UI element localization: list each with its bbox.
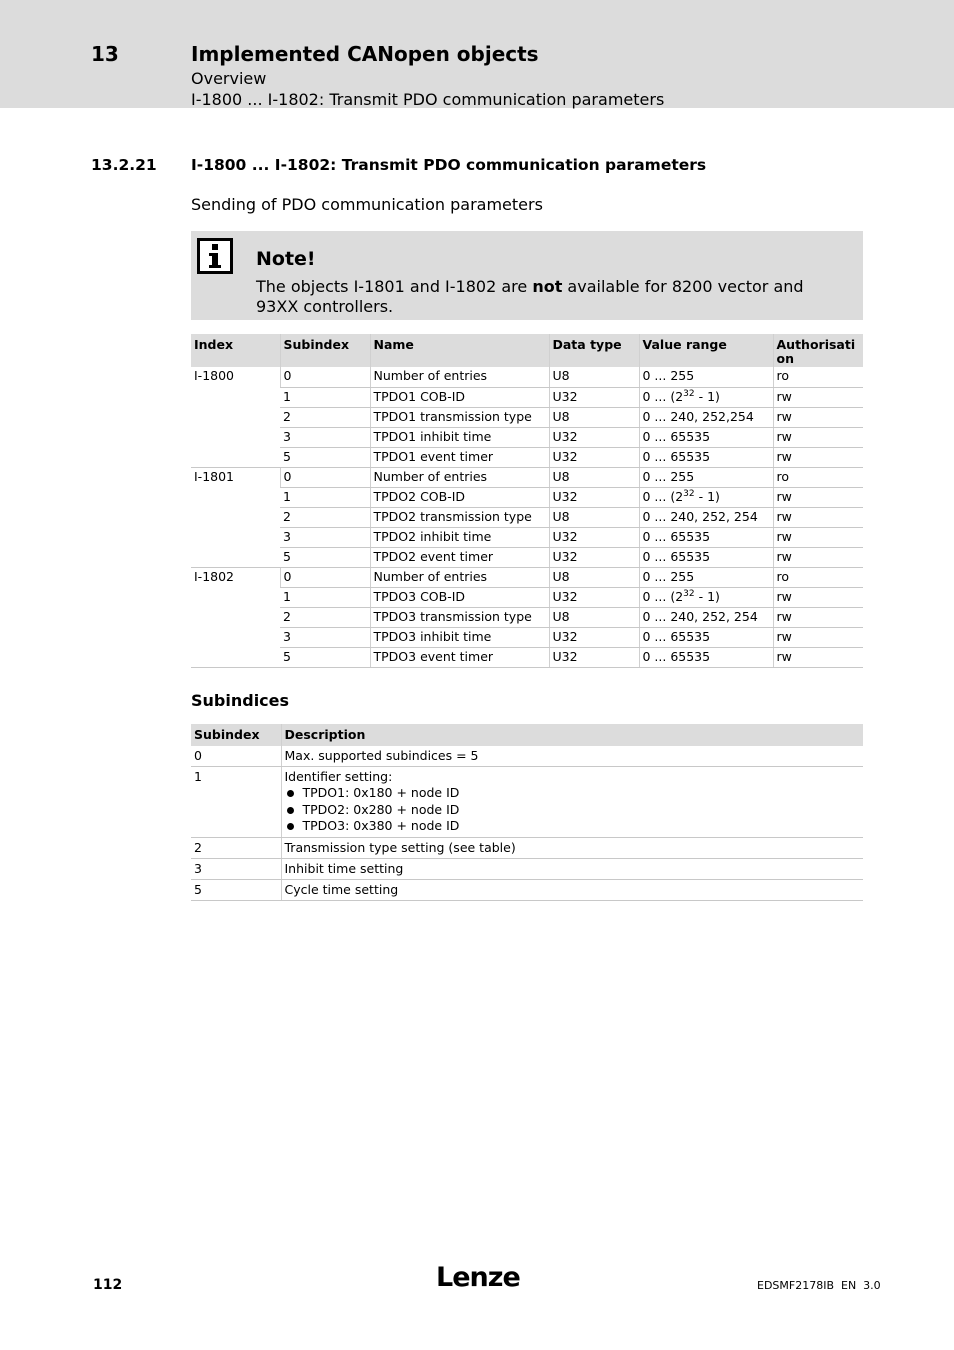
cell-name: TPDO3 event timer — [370, 647, 549, 667]
col-header-value-range: Value range — [639, 334, 773, 367]
cell-subindex: 2 — [280, 507, 370, 527]
lenze-logo: Lenze — [436, 1262, 520, 1293]
list-item: TPDO3: 0x380 + node ID — [285, 818, 861, 835]
cell-subindex: 5 — [280, 547, 370, 567]
section-number: 13.2.21 — [91, 156, 157, 174]
list-item: TPDO2: 0x280 + node ID — [285, 802, 861, 819]
page-header — [0, 0, 954, 108]
cell-value-range — [639, 487, 773, 507]
cell-name: Number of entries — [370, 567, 549, 587]
cell-name: TPDO1 inhibit time — [370, 427, 549, 447]
table-row — [191, 879, 863, 900]
info-icon — [197, 238, 233, 274]
table-row — [191, 746, 863, 767]
cell-authorisation: rw — [773, 587, 863, 607]
cell-authorisation: ro — [773, 567, 863, 587]
col-header-authorisation: Authorisation — [773, 334, 863, 367]
cell-subindex: 5 — [280, 647, 370, 667]
cell-name: TPDO3 inhibit time — [370, 627, 549, 647]
section-intro: Sending of PDO communication parameters — [191, 195, 543, 214]
cell-data-type: U32 — [549, 387, 639, 407]
cell-data-type: U32 — [549, 647, 639, 667]
cell-data-type: U8 — [549, 607, 639, 627]
cell-subindex: 0 — [191, 746, 281, 767]
range-exponent: 32 — [683, 488, 695, 499]
table-row — [191, 467, 863, 487]
cell-index: I-1802 — [191, 567, 280, 667]
chapter-title: Implemented CANopen objects — [191, 42, 539, 66]
tpdo-params-table — [191, 334, 863, 668]
table-row — [191, 487, 863, 507]
cell-name: TPDO1 COB-ID — [370, 387, 549, 407]
header-subtitle-overview: Overview — [191, 69, 267, 88]
range-prefix: 0 ... (2 — [642, 488, 684, 504]
range-exponent: 32 — [683, 588, 695, 599]
cell-authorisation: rw — [773, 547, 863, 567]
cell-subindex: 2 — [280, 407, 370, 427]
cell-authorisation: ro — [773, 367, 863, 387]
cell-subindex: 1 — [280, 587, 370, 607]
range-exponent: 32 — [683, 388, 695, 399]
col-header-data-type: Data type — [549, 334, 639, 367]
description-text: Identifier setting: — [284, 769, 393, 784]
range-prefix: 0 ... (2 — [642, 588, 684, 604]
range-suffix: - 1) — [694, 588, 720, 604]
range-suffix: - 1) — [694, 488, 720, 504]
cell-subindex: 1 — [280, 387, 370, 407]
section-title: I-1800 ... I-1802: Transmit PDO communication parameters — [191, 156, 707, 174]
cell-authorisation: rw — [773, 487, 863, 507]
col-header-index: Index — [191, 334, 280, 367]
cell-name: TPDO1 event timer — [370, 447, 549, 467]
cell-value-range: 0 ... 240, 252, 254 — [639, 507, 773, 527]
cell-authorisation: rw — [773, 407, 863, 427]
cell-subindex: 0 — [280, 567, 370, 587]
col-header-subindex: Subindex — [280, 334, 370, 367]
cell-data-type: U32 — [549, 427, 639, 447]
cell-subindex: 2 — [191, 837, 281, 858]
cell-subindex: 5 — [191, 879, 281, 900]
table-row — [191, 587, 863, 607]
page-number: 112 — [93, 1277, 123, 1293]
cell-data-type: U32 — [549, 587, 639, 607]
cell-subindex: 1 — [191, 767, 281, 838]
description-text: Max. supported subindices = 5 — [284, 748, 479, 763]
table-row — [191, 387, 863, 407]
cell-subindex: 3 — [280, 527, 370, 547]
cell-data-type: U32 — [549, 627, 639, 647]
cell-authorisation: rw — [773, 647, 863, 667]
cell-data-type: U8 — [549, 467, 639, 487]
cell-value-range: 0 ... 65535 — [639, 527, 773, 547]
cell-name: TPDO3 transmission type — [370, 607, 549, 627]
subindices-table — [191, 724, 863, 901]
cell-subindex: 3 — [280, 627, 370, 647]
cell-value-range — [639, 387, 773, 407]
cell-authorisation: rw — [773, 627, 863, 647]
cell-name: TPDO3 COB-ID — [370, 587, 549, 607]
cell-value-range: 0 ... 65535 — [639, 427, 773, 447]
cell-value-range: 0 ... 240, 252,254 — [639, 407, 773, 427]
cell-name: Number of entries — [370, 467, 549, 487]
table-row — [191, 527, 863, 547]
cell-subindex: 0 — [280, 367, 370, 387]
table-row — [191, 607, 863, 627]
cell-name: TPDO1 transmission type — [370, 407, 549, 427]
table-header-row — [191, 334, 863, 367]
cell-data-type: U8 — [549, 507, 639, 527]
table-row — [191, 858, 863, 879]
cell-data-type: U32 — [549, 447, 639, 467]
cell-value-range: 0 ... 255 — [639, 367, 773, 387]
list-item: TPDO1: 0x180 + node ID — [285, 785, 861, 802]
cell-subindex: 0 — [280, 467, 370, 487]
description-text: Transmission type setting (see table) — [284, 839, 516, 855]
cell-index: I-1800 — [191, 367, 280, 467]
table-row — [191, 367, 863, 387]
cell-value-range: 0 ... 240, 252, 254 — [639, 607, 773, 627]
cell-data-type: U8 — [549, 567, 639, 587]
table-row — [191, 837, 863, 858]
header-subtitle-topic: I-1800 ... I-1802: Transmit PDO communication parameters — [191, 90, 665, 109]
cell-subindex: 1 — [280, 487, 370, 507]
cell-name: TPDO2 event timer — [370, 547, 549, 567]
cell-name: TPDO2 COB-ID — [370, 487, 549, 507]
range-prefix: 0 ... (2 — [642, 388, 684, 404]
bullet-list — [285, 785, 861, 835]
cell-value-range — [639, 587, 773, 607]
note-title: Note! — [256, 248, 316, 270]
table-row — [191, 547, 863, 567]
col-header-description: Description — [281, 724, 863, 746]
cell-subindex: 3 — [191, 858, 281, 879]
description-text: Cycle time setting — [284, 881, 399, 897]
cell-authorisation: rw — [773, 507, 863, 527]
table-row — [191, 407, 863, 427]
cell-data-type: U32 — [549, 547, 639, 567]
cell-index: I-1801 — [191, 467, 280, 567]
cell-description — [281, 767, 863, 838]
cell-description — [281, 858, 863, 879]
cell-name: Number of entries — [370, 367, 549, 387]
note-box — [191, 231, 863, 320]
cell-name: TPDO2 transmission type — [370, 507, 549, 527]
cell-authorisation: rw — [773, 527, 863, 547]
cell-name: TPDO2 inhibit time — [370, 527, 549, 547]
cell-value-range: 0 ... 255 — [639, 467, 773, 487]
cell-value-range: 0 ... 65535 — [639, 627, 773, 647]
cell-value-range: 0 ... 255 — [639, 567, 773, 587]
cell-description — [281, 837, 863, 858]
subindices-heading: Subindices — [191, 691, 290, 710]
note-text: The objects I-1801 and I-1802 are not available for 8200 vector and 93XX controllers. — [256, 277, 804, 316]
cell-value-range: 0 ... 65535 — [639, 447, 773, 467]
cell-authorisation: rw — [773, 447, 863, 467]
cell-data-type: U32 — [549, 527, 639, 547]
cell-description — [281, 746, 863, 767]
document-id: EDSMF2178IB EN 3.0 — [757, 1279, 881, 1292]
col-header-subindex: Subindex — [191, 724, 281, 746]
cell-data-type: U8 — [549, 407, 639, 427]
cell-authorisation: rw — [773, 607, 863, 627]
cell-data-type: U8 — [549, 367, 639, 387]
cell-value-range: 0 ... 65535 — [639, 547, 773, 567]
table-row — [191, 507, 863, 527]
description-text: Inhibit time setting — [284, 860, 404, 876]
chapter-number: 13 — [91, 42, 119, 66]
table-row — [191, 427, 863, 447]
cell-data-type: U32 — [549, 487, 639, 507]
table-row — [191, 447, 863, 467]
range-suffix: - 1) — [694, 388, 720, 404]
cell-subindex: 3 — [280, 427, 370, 447]
table-row — [191, 627, 863, 647]
table-row — [191, 567, 863, 587]
cell-subindex: 2 — [280, 607, 370, 627]
cell-description — [281, 879, 863, 900]
cell-authorisation: rw — [773, 387, 863, 407]
table-row — [191, 767, 863, 838]
cell-authorisation: rw — [773, 427, 863, 447]
table-row — [191, 647, 863, 667]
cell-subindex: 5 — [280, 447, 370, 467]
table-header-row — [191, 724, 863, 746]
cell-authorisation: ro — [773, 467, 863, 487]
col-header-name: Name — [370, 334, 549, 367]
cell-value-range: 0 ... 65535 — [639, 647, 773, 667]
